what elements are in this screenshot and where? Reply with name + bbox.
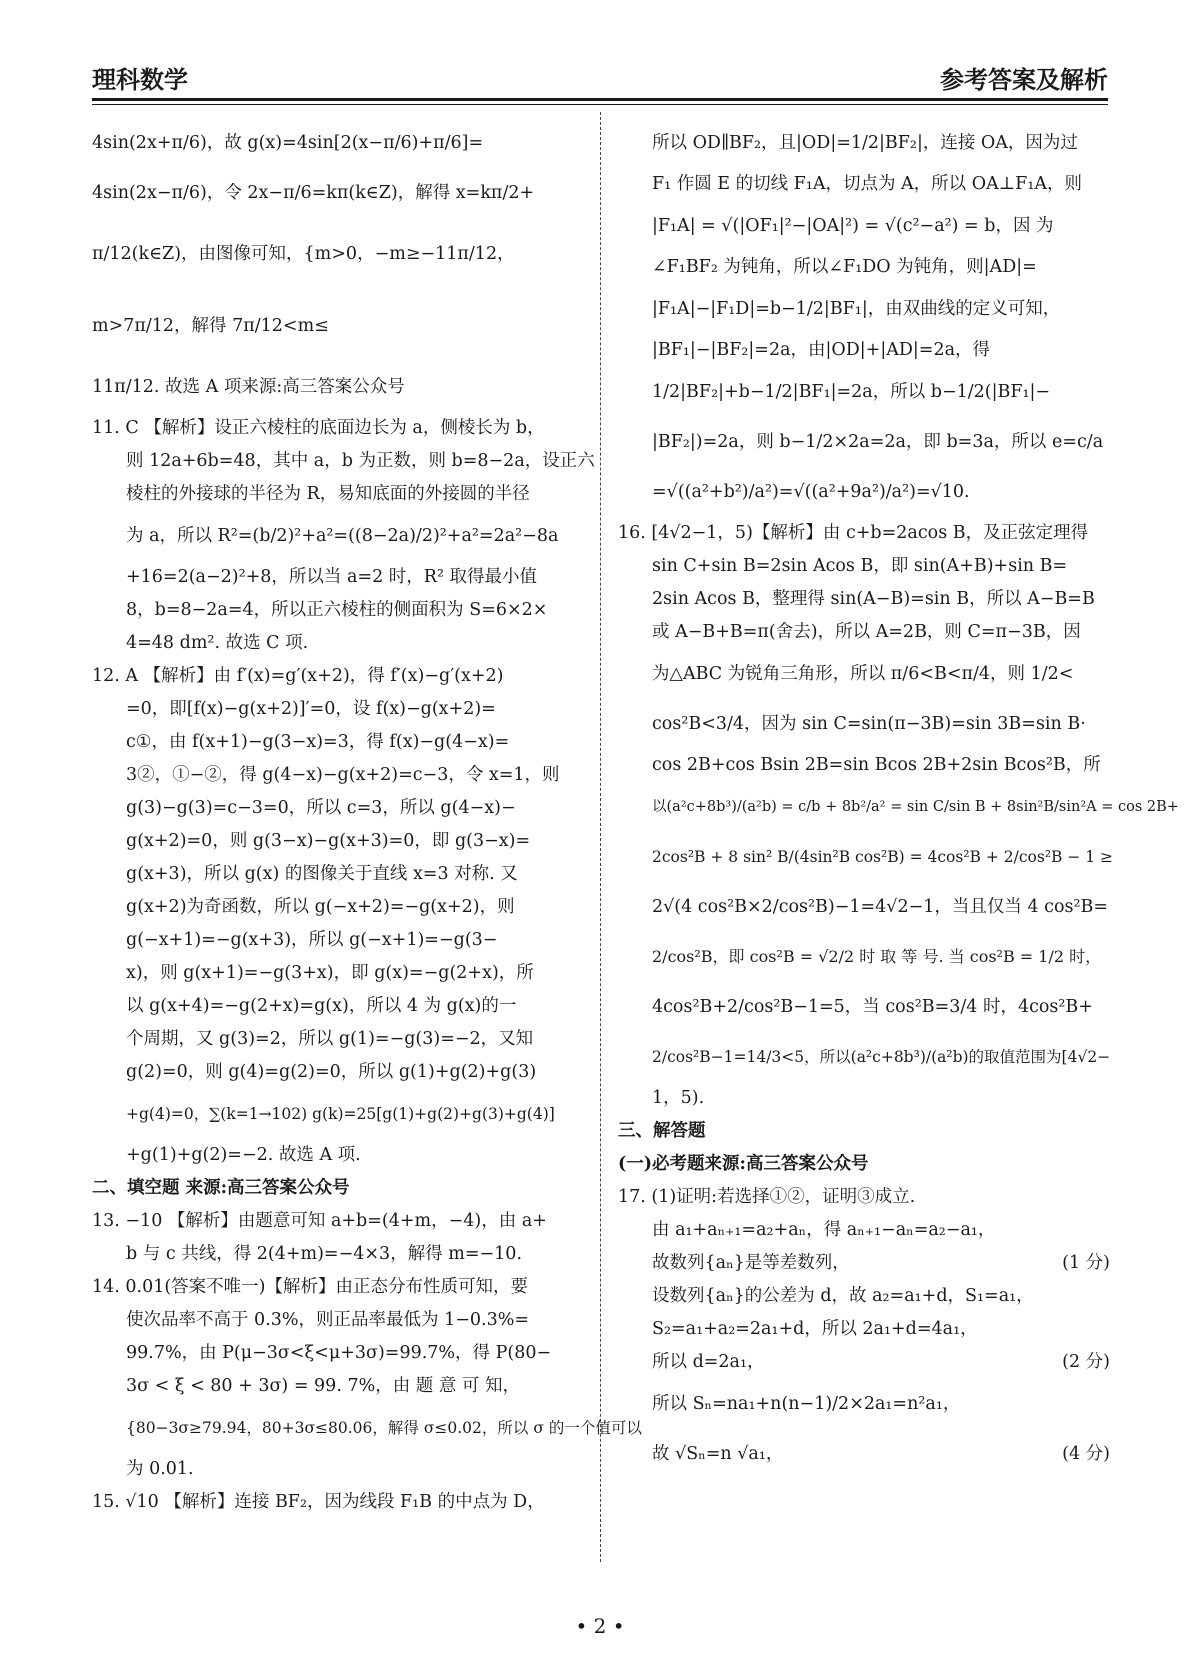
text-line: 为 a，所以 R²=(b/2)²+a²=((8−2a)/2)²+a²=2a²−8a [126,526,559,546]
text-line: 12. A 【解析】由 f′(x)=g′(x+2)，得 f′(x)−g′(x+2) [92,666,504,686]
text-line: 3σ < ξ < 80 + 3σ) = 99. 7%，由 题 意 可 知， [126,1376,520,1396]
page-number: • 2 • [575,1614,625,1638]
text-line: 为△ABC 为锐角三角形，所以 π/6<B<π/4，则 1/2< [652,664,1074,684]
text-line: g(3)−g(3)=c−3=0，所以 c=3，所以 g(4−x)− [126,798,516,818]
scored-line-text: S₂=a₁+a₂=2a₁+d，所以 2a₁+d=4a₁， [652,1319,978,1339]
column-divider [600,112,601,1562]
text-line: 4cos²B+2/cos²B−1=5，当 cos²B=3/4 时，4cos²B+ [652,997,1093,1017]
text-line: |F₁A|−|F₁D|=b−1/2|BF₁|，由双曲线的定义可知， [652,299,1061,319]
text-line: 8，b=8−2a=4，所以正六棱柱的侧面积为 S=6×2× [126,600,548,620]
header-answer-title: 参考答案及解析 [940,65,1108,94]
scored-line [618,1280,1110,1313]
section-heading: 三、解答题 [618,1121,706,1141]
text-line: 17. (1)证明:若选择①②，证明③成立. [618,1187,916,1207]
text-line: x)，则 g(x+1)=−g(3+x)，即 g(x)=−g(2+x)，所 [126,963,534,983]
text-line: 个周期，又 g(3)=2，所以 g(1)=−g(3)=−2，又知 [126,1029,534,1049]
scored-line [618,1247,1110,1280]
text-line: |BF₂|)=2a，则 b−1/2×2a=2a，即 b=3a，所以 e=c/a [652,432,1104,452]
scored-line-text: 故数列{aₙ}是等差数列， [652,1253,850,1273]
text-line: c①，由 f(x+1)−g(3−x)=3，得 f(x)−g(4−x)= [126,732,510,752]
text-line: cos²B<3/4，因为 sin C=sin(π−3B)=sin 3B=sin B· [652,714,1086,734]
text-line: sin C+sin B=2sin Acos B，即 sin(A+B)+sin B= [652,556,1068,576]
header-subject-title: 理科数学 [92,65,188,94]
text-line: 4sin(2x−π/6)，令 2x−π/6=kπ(k∈Z)，解得 x=kπ/2+ [92,183,535,203]
score-mark: (1 分) [1062,1253,1110,1273]
text-line: 所以 OD∥BF₂，且|OD|=1/2|BF₂|，连接 OA，因为过 [652,133,1078,153]
text-line: 11π/12. 故选 A 项来源:高三答案公众号 [92,377,405,397]
scored-line [618,1214,1110,1247]
text-line: g(x+3)，所以 g(x) 的图像关于直线 x=3 对称. 又 [126,864,518,884]
text-line: 99.7%，由 P(μ−3σ<ξ<μ+3σ)=99.7%，得 P(80− [126,1343,552,1363]
left-column [92,118,642,1563]
text-line: 4sin(2x+π/6)，故 g(x)=4sin[2(x−π/6)+π/6]= [92,133,484,153]
text-line: |BF₁|−|BF₂|=2a，由|OD|+|AD|=2a，得 [652,340,991,360]
text-line: 3②，①−②，得 g(4−x)−g(x+2)=c−3，令 x=1，则 [126,765,560,785]
text-line: +g(4)=0，∑(k=1→102) g(k)=25[g(1)+g(2)+g(3)+g(4)] [126,1105,555,1123]
text-line: 1/2|BF₂|+b−1/2|BF₁|=2a，所以 b−1/2(|BF₁|− [652,382,1051,402]
text-line: 则 12a+6b=48，其中 a，b 为正数，则 b=8−2a，设正六 [126,451,595,471]
text-line: 以 g(x+4)=−g(2+x)=g(x)，所以 4 为 g(x)的一 [126,996,517,1016]
text-line: 4=48 dm². 故选 C 项. [126,633,309,653]
text-line: 1，5). [652,1088,705,1108]
text-line: 2√(4 cos²B×2/cos²B)−1=4√2−1，当且仅当 4 cos²B= [652,897,1109,917]
text-line: b 与 c 共线，得 2(4+m)=−4×3，解得 m=−10. [126,1244,523,1264]
text-line: +g(1)+g(2)=−2. 故选 A 项. [126,1145,361,1165]
header-rule-thin [92,104,1108,105]
text-line: g(2)=0，则 g(4)=g(2)=0，所以 g(1)+g(2)+g(3) [126,1062,537,1082]
right-column [618,118,1179,1563]
text-line: {80−3σ≥79.94，80+3σ≤80.06，解得 σ≤0.02，所以 σ 的一个值可以 [126,1419,642,1437]
text-line: +16=2(a−2)²+8，所以当 a=2 时，R² 取得最小值 [126,567,538,587]
text-line: π/12(k∈Z)，由图像可知，{m>0，−m≥−11π/12，m>7π/12，解得 7π/12<m≤ [92,244,515,336]
text-line: F₁ 作圆 E 的切线 F₁A，切点为 A，所以 OA⊥F₁A，则 [652,174,1082,194]
scored-line-text: 所以 d=2a₁， [652,1352,765,1372]
text-line: |F₁A| = √(|OF₁|²−|OA|²) = √(c²−a²) = b，因 为 [652,216,1054,236]
text-line: =√((a²+b²)/a²)=√((a²+9a²)/a²)=√10. [652,482,970,502]
text-line: 以(a²c+8b³)/(a²b) = c/b + 8b²/a² = sin C/sin B + 8sin²B/sin²A = cos 2B+ [652,799,1179,815]
text-line: 11. C 【解析】设正六棱柱的底面边长为 a，侧棱长为 b， [92,418,545,438]
text-line: 或 A−B+B=π(舍去)，所以 A=2B，则 C=π−3B，因 [652,622,1081,642]
text-line: 15. √10 【解析】连接 BF₂，因为线段 F₁B 的中点为 D， [92,1492,545,1512]
text-line: 2sin Acos B，整理得 sin(A−B)=sin B，所以 A−B=B [652,589,1095,609]
scored-line-text: 所以 Sₙ=na₁+n(n−1)/2×2a₁=n²a₁， [652,1394,961,1414]
scored-line [618,1346,1110,1379]
text-line: 为 0.01. [126,1459,194,1479]
text-line: cos 2B+cos Bsin 2B=sin Bcos 2B+2sin Bcos²B，所 [652,755,1101,775]
text-line: 13. −10 【解析】由题意可知 a+b=(4+m，−4)，由 a+ [92,1211,547,1231]
text-line: g(x+2)为奇函数，所以 g(−x+2)=−g(x+2)，则 [126,897,515,917]
score-mark: (2 分) [1062,1352,1110,1372]
text-line: 16. [4√2−1，5)【解析】由 c+b=2acos B，及正弦定理得 [618,523,1089,543]
scored-line [618,1429,1110,1479]
text-line: g(−x+1)=−g(x+3)，所以 g(−x+1)=−g(3− [126,930,498,950]
text-line: g(x+2)=0，则 g(3−x)−g(x+3)=0，即 g(3−x)= [126,831,531,851]
text-line: 2/cos²B−1=14/3<5，所以(a²c+8b³)/(a²b)的取值范围为[4√2− [652,1048,1111,1066]
scored-line [618,1313,1110,1346]
text-line: ∠F₁BF₂ 为钝角，所以∠F₁DO 为钝角，则|AD|= [652,257,1037,277]
score-mark: (4 分) [1062,1444,1110,1464]
text-line: 2/cos²B，即 cos²B = √2/2 时 取 等 号. 当 cos²B = 1/2 时， [652,947,1102,966]
text-line: 使次品率不高于 0.3%，则正品率最低为 1−0.3%= [126,1310,530,1330]
text-line: 14. 0.01(答案不唯一)【解析】由正态分布性质可知，要 [92,1277,529,1297]
scored-line-text: 设数列{aₙ}的公差为 d，故 a₂=a₁+d，S₁=a₁， [652,1286,1034,1306]
text-line: =0，即[f(x)−g(x+2)]′=0，设 f(x)−g(x+2)= [126,699,496,719]
scored-line [618,1379,1110,1429]
text-line: 棱柱的外接球的半径为 R，易知底面的外接圆的半径 [126,484,530,504]
scored-line-text: 由 a₁+aₙ₊₁=a₂+aₙ，得 aₙ₊₁−aₙ=a₂−a₁， [652,1220,996,1240]
section-heading: 二、填空题 来源:高三答案公众号 [92,1178,350,1198]
header-rule-thick [92,98,1108,101]
text-line: 2cos²B + 8 sin² B/(4sin²B cos²B) = 4cos²B + 2/cos²B − 1 ≥ [652,848,1114,866]
scored-line-text: 故 √Sₙ=n √a₁， [652,1444,784,1464]
subsection-heading: (一)必考题来源:高三答案公众号 [618,1154,869,1174]
